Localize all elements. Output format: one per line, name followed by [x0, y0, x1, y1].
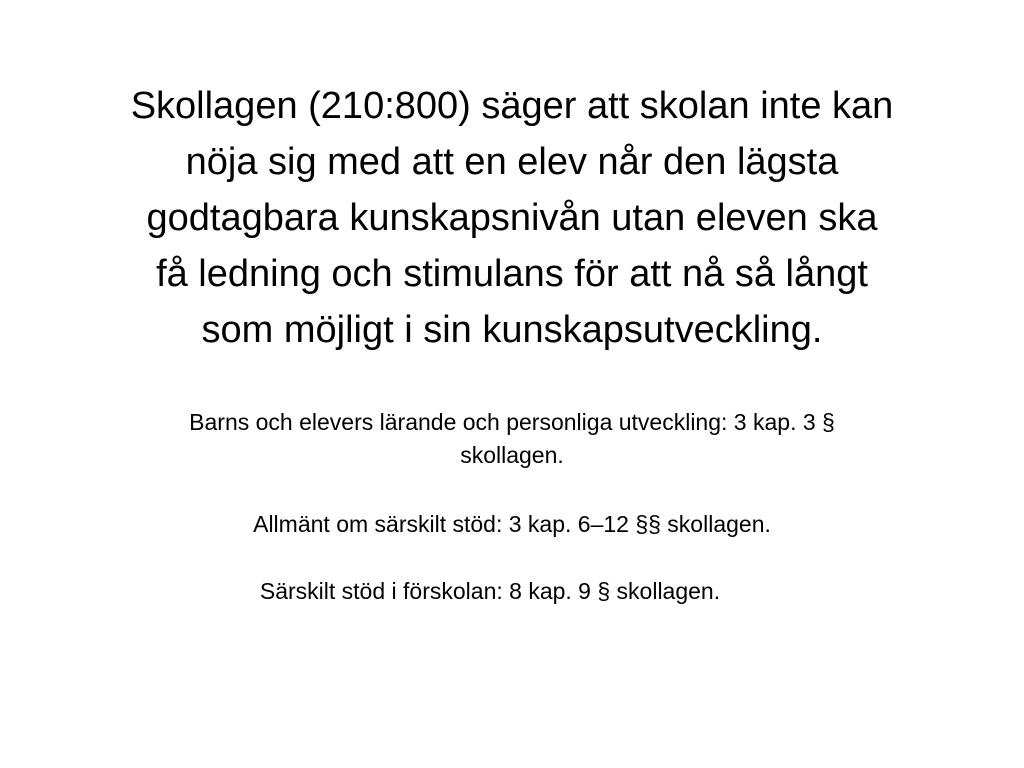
reference-forskolan — [0, 575, 980, 608]
reference-line: Särskilt stöd i förskolan: 8 kap. 9 § skollagen. — [259, 578, 721, 604]
slide-main-text — [40, 78, 984, 358]
reference-sarskilt-stod — [40, 508, 984, 541]
main-text-line: som möjligt i sin kunskapsutveckling. — [201, 309, 823, 351]
reference-line: Barns och elevers lärande och personliga utveckling: 3 kap. 3 § — [189, 409, 835, 435]
main-text-line: Skollagen (210:800) säger att skolan inte kan — [130, 85, 894, 127]
reference-line: Allmänt om särskilt stöd: 3 kap. 6–12 §§ skollagen. — [253, 511, 771, 537]
main-text-line: godtagbara kunskapsnivån utan eleven ska — [146, 197, 878, 239]
reference-larande-utveckling — [40, 406, 984, 472]
main-text-line: få ledning och stimulans för att nå så långt — [156, 253, 868, 295]
main-text-line: nöja sig med att en elev når den lägsta — [185, 141, 839, 183]
reference-line: skollagen. — [460, 442, 564, 468]
